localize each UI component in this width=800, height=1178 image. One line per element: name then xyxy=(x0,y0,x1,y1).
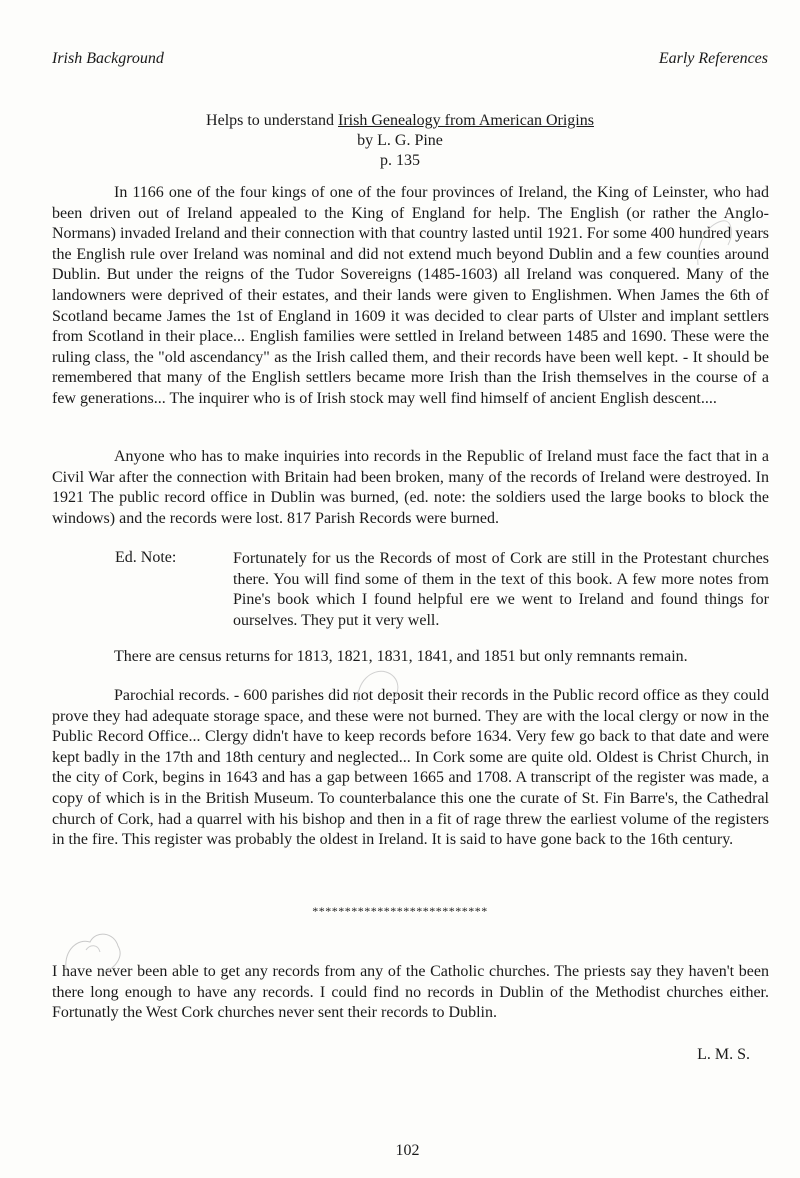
citation-page: p. 135 xyxy=(380,152,420,169)
pencil-mark-icon xyxy=(688,215,738,275)
paragraph-parochial: Parochial records. - 600 parishes did not deposit their records in the Public record office as they could prove they had adequate storage space, and these were not burned. They are with the local clergy or now in the Public Record Office... Clergy didn't have to keep records before 1634. Very few go back to that date and were kept badly in the 17th and 18th century and neglected... In Cork some are quite old. Oldest is Christ Church, in the city of Cork, begins in 1643 and has a gap between 1665 and 1708. A transcript of the register was made, a copy of which is in the British Museum. To counterbalance this one the curate of St. Fin Barre's, the Cathedral church of Cork, had a quarrel with his bishop and then in a fit of rage threw the earliest volume of the registers in the fire. This register was probably the oldest in Ireland. It is said to have gone back to the 16th century. xyxy=(52,687,769,849)
citation-prefix: Helps to understand xyxy=(206,112,339,129)
running-header-right: Early References xyxy=(658,50,768,67)
citation-block xyxy=(0,111,800,171)
running-header-left: Irish Background xyxy=(52,50,164,67)
pencil-doodle-icon xyxy=(60,928,130,978)
citation-author: by L. G. Pine xyxy=(357,132,443,149)
pencil-loop-icon xyxy=(350,662,410,712)
citation-title xyxy=(0,111,800,131)
book-title: Irish Genealogy from American Origins xyxy=(338,112,594,129)
page-number: 102 xyxy=(395,1142,420,1159)
section-separator: *************************** xyxy=(312,904,488,918)
ed-note-text: Fortunately for us the Records of most of Cork are still in the Protestant churches there. You will find some of them in the text of this book. A few more notes from Pine's book which I found helpful ere we went to Ireland and found things for ourselves. They put it very well. xyxy=(233,550,769,629)
paragraph-civil-war: Anyone who has to make inquiries into records in the Republic of Ireland must face the fact that in a Civil War after the connection with Britain had been broken, many of the records of Ireland were destroyed. In 1921 The public record office in Dublin was burned, (ed. note: the soldiers used the large books to block the windows) and the records were lost. 817 Parish Records were burned. xyxy=(52,448,769,527)
paragraph-census: There are census returns for 1813, 1821, 1831, 1841, and 1851 but only remnants remain. xyxy=(114,648,688,665)
ed-note-label: Ed. Note: xyxy=(115,549,177,566)
signature: L. M. S. xyxy=(697,1046,750,1063)
paragraph-history: In 1166 one of the four kings of one of the four provinces of Ireland, the King of Leinster, who had been driven out of Ireland appealed to the King of England for help. The English (or rather the Anglo-Normans) invaded Ireland and their connection with that country lasted until 1921. For some 400 hundred years the English rule over Ireland was nominal and did not extend much beyond Dublin and a few counties around Dublin. But under the reigns of the Tudor Sovereigns (1485-1603) all Ireland was conquered. Many of the landowners were deprived of their estates, and their lands were given to Englishmen. When James the 6th of Scotland became James the 1st of England in 1609 it was decided to clear parts of Ulster and implant settlers from Scotland in their place... English families were settled in Ireland between 1485 and 1690. These were the ruling class, the "old ascendancy" as the Irish called them, and their records have been well kept. - It should be remembered that many of the English settlers became more Irish than the Irish themselves in the course of a few generations... The inquirer who is of Irish stock may well find himself of ancient English descent.... xyxy=(52,184,769,407)
paragraph-author-note: I have never been able to get any records from any of the Catholic churches. The priests say they haven't been there long enough to have any records. I could find no records in Dublin of the Methodist churches either. Fortunatly the West Cork churches never sent their records to Dublin. xyxy=(52,963,769,1022)
